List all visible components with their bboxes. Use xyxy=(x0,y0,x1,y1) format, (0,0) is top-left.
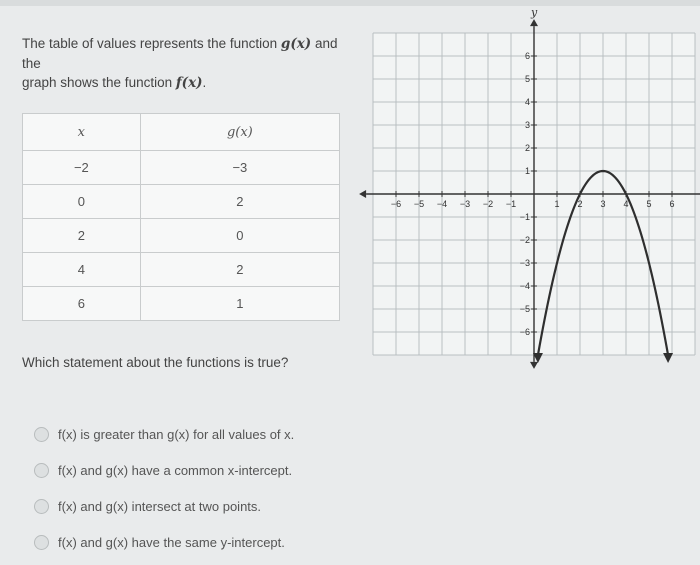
choice-label: f(x) and g(x) have a common x-intercept. xyxy=(58,462,293,478)
x-tick-label: −1 xyxy=(505,199,517,209)
g-function-label: g(x) xyxy=(280,36,312,52)
radio-button[interactable] xyxy=(34,499,49,514)
table-row xyxy=(23,287,340,321)
prompt-line2: graph shows the function xyxy=(22,75,173,90)
prompt-and-the: and the xyxy=(22,36,338,71)
x-tick-label: −4 xyxy=(436,199,448,209)
radio-button[interactable] xyxy=(34,427,49,442)
table-cell: 0 xyxy=(140,219,339,253)
y-tick-label: −2 xyxy=(519,235,530,245)
answer-choices xyxy=(34,416,294,560)
problem-prompt xyxy=(22,34,352,93)
y-tick-label: −1 xyxy=(519,212,530,222)
values-table xyxy=(22,113,340,321)
x-axis-arrow-left xyxy=(359,190,366,198)
choice-option-c[interactable] xyxy=(34,488,294,524)
y-tick-label: 2 xyxy=(524,143,530,153)
question-text: Which statement about the functions is true? xyxy=(22,355,289,370)
table-cell: 4 xyxy=(23,253,141,287)
y-tick-label: 4 xyxy=(524,97,530,107)
choice-label: f(x) and g(x) intersect at two points. xyxy=(58,498,262,514)
x-tick-label: 1 xyxy=(554,199,560,209)
y-tick-label: −4 xyxy=(519,281,530,291)
choice-option-b[interactable] xyxy=(34,452,294,488)
table-header-g: g(x) xyxy=(140,114,339,151)
table-cell: 2 xyxy=(140,253,339,287)
y-tick-label: 5 xyxy=(524,74,530,84)
y-tick-label: 1 xyxy=(524,166,530,176)
x-tick-label: 3 xyxy=(600,199,606,209)
choice-option-d[interactable] xyxy=(34,524,294,560)
table-cell: 1 xyxy=(140,287,339,321)
y-tick-label: −5 xyxy=(519,304,530,314)
table-header-x: x xyxy=(23,114,141,151)
table-cell: −2 xyxy=(23,151,141,185)
x-tick-label: 5 xyxy=(646,199,652,209)
radio-button[interactable] xyxy=(34,535,49,550)
y-tick-label: 3 xyxy=(524,120,530,130)
y-axis-arrow-down xyxy=(530,362,538,369)
table-cell: 6 xyxy=(23,287,141,321)
prompt-line1: The table of values represents the function xyxy=(22,36,278,51)
x-tick-label: −5 xyxy=(413,199,425,209)
x-tick-label: 2 xyxy=(577,199,583,209)
f-function-label: f(x) xyxy=(175,75,203,91)
table-row xyxy=(23,253,340,287)
table-row xyxy=(23,219,340,253)
table-row xyxy=(23,151,340,185)
y-tick-label: −6 xyxy=(519,327,530,337)
choice-option-a[interactable] xyxy=(34,416,294,452)
y-axis-label: y xyxy=(531,6,538,20)
choice-label: f(x) is greater than g(x) for all values of x. xyxy=(58,426,295,442)
x-tick-label: 4 xyxy=(623,199,629,209)
choice-label: f(x) and g(x) have the same y-intercept. xyxy=(58,534,285,550)
x-tick-label: −3 xyxy=(459,199,471,209)
prompt-period: . xyxy=(202,75,207,90)
radio-button[interactable] xyxy=(34,463,49,478)
table-header-row xyxy=(23,114,340,151)
parabola-arrow-right xyxy=(663,353,673,363)
table-cell: 2 xyxy=(140,185,339,219)
x-tick-label: −2 xyxy=(482,199,494,209)
y-axis-arrow-up xyxy=(530,19,538,26)
top-divider xyxy=(0,0,700,6)
table-cell: −3 xyxy=(140,151,339,185)
x-tick-label: −6 xyxy=(390,199,402,209)
coordinate-graph xyxy=(362,6,692,344)
table-cell: 2 xyxy=(23,219,141,253)
table-cell: 0 xyxy=(23,185,141,219)
x-tick-label: 6 xyxy=(669,199,675,209)
y-tick-label: 6 xyxy=(524,51,530,61)
y-tick-label: −3 xyxy=(519,258,530,268)
table-row xyxy=(23,185,340,219)
